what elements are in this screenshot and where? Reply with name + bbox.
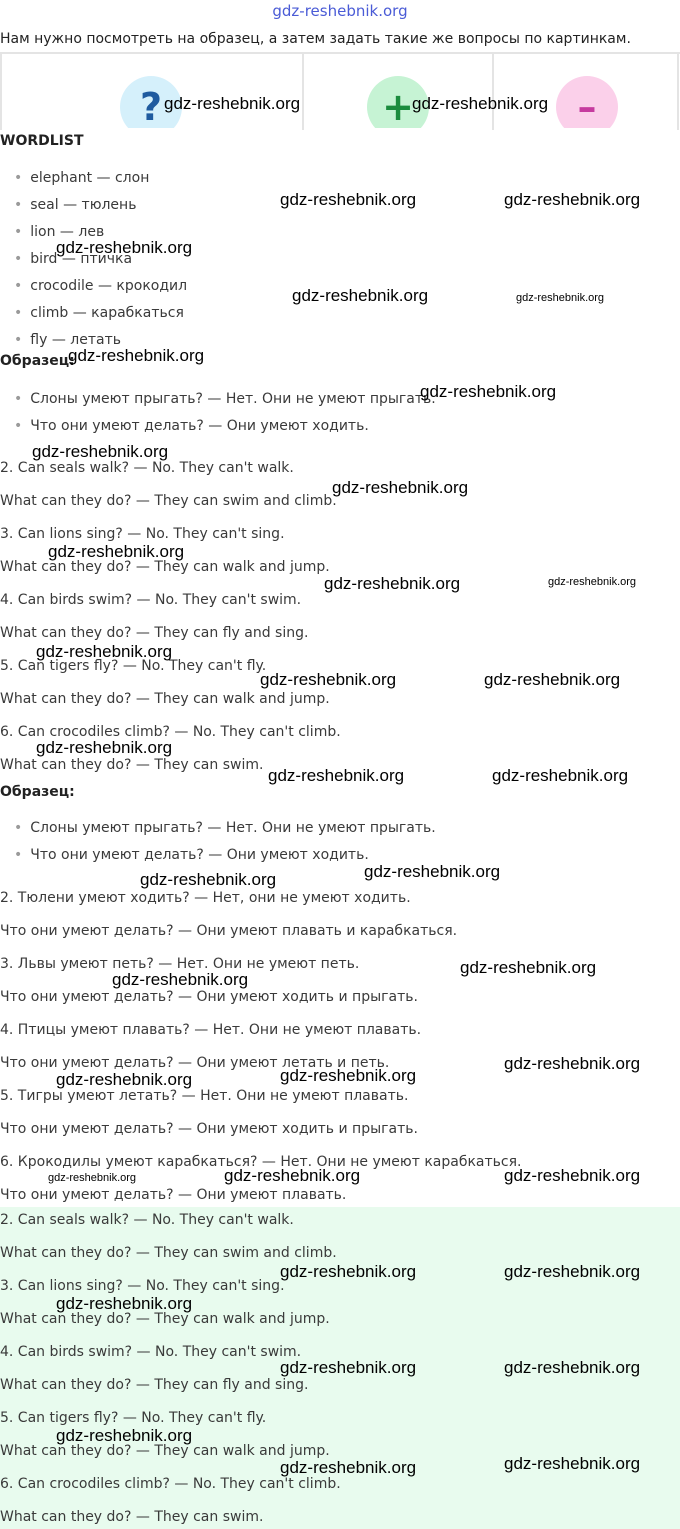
sample-title: Образец: — [0, 784, 75, 800]
answer-line: Что они умеют делать? — Они умеют плавать. — [0, 1187, 347, 1203]
watermark: gdz-reshebnik.org — [548, 576, 637, 588]
watermark: gdz-reshebnik.org — [504, 1454, 641, 1473]
answer-line: Что они умеют делать? — Они умеют плавать и карабкаться. — [0, 923, 458, 939]
answer-line: What can they do? — They can walk and jump. — [0, 691, 330, 707]
watermark: gdz-reshebnik.org — [412, 94, 549, 113]
watermark: gdz-reshebnik.org — [32, 442, 169, 461]
answer-line: 5. Тигры умеют летать? — Нет. Они не умеют плавать. — [0, 1088, 409, 1104]
watermark: gdz-reshebnik.org — [140, 870, 277, 889]
answer-line: 6. Can crocodiles climb? — No. They can't climb. — [0, 724, 341, 740]
watermark: gdz-reshebnik.org — [364, 862, 501, 881]
answer-line: 2. Тюлени умеют ходить? — Нет, они не умеют ходить. — [0, 890, 411, 906]
plus-icon: + — [367, 76, 429, 128]
watermark: gdz-reshebnik.org — [68, 346, 205, 365]
list-item: • seal — тюлень — [14, 197, 137, 213]
answer-line: 4. Can birds swim? — No. They can't swim. — [0, 1344, 302, 1360]
answer-line: 4. Птицы умеют плавать? — Нет. Они не умеют плавать. — [0, 1022, 422, 1038]
answer-line: 2. Can seals walk? — No. They can't walk. — [0, 1212, 294, 1228]
wordlist-title: WORDLIST — [0, 133, 84, 149]
watermark: gdz-reshebnik.org — [280, 1262, 417, 1281]
minus-icon: – — [556, 76, 618, 128]
watermark: gdz-reshebnik.org — [504, 1166, 641, 1185]
watermark: gdz-reshebnik.org — [280, 1066, 417, 1085]
answer-line: What can they do? — They can swim and climb. — [0, 1245, 337, 1261]
watermark: gdz-reshebnik.org — [112, 970, 249, 989]
watermark: gdz-reshebnik.org — [280, 1358, 417, 1377]
answer-line: 3. Can lions sing? — No. They can't sing. — [0, 1278, 285, 1294]
watermark: gdz-reshebnik.org — [36, 738, 173, 757]
watermark: gdz-reshebnik.org — [504, 1054, 641, 1073]
answer-line: What can they do? — They can fly and sing. — [0, 625, 309, 641]
watermark: gdz-reshebnik.org — [324, 574, 461, 593]
answer-line: 4. Can birds swim? — No. They can't swim. — [0, 592, 302, 608]
watermark: gdz-reshebnik.org — [484, 670, 621, 689]
answer-line: What can they do? — They can fly and sing. — [0, 1377, 309, 1393]
list-item: • fly — летать — [14, 332, 121, 348]
watermark: gdz-reshebnik.org — [48, 1172, 137, 1184]
list-item: • Что они умеют делать? — Они умеют ходить. — [14, 418, 369, 434]
watermark: gdz-reshebnik.org — [48, 542, 185, 561]
watermark: gdz-reshebnik.org — [492, 766, 629, 785]
watermark: gdz-reshebnik.org — [224, 1166, 361, 1185]
watermark: gdz-reshebnik.org — [56, 1294, 193, 1313]
watermark: gdz-reshebnik.org — [280, 190, 417, 209]
answer-line: 5. Can tigers fly? — No. They can't fly. — [0, 658, 267, 674]
list-item: • climb — карабкаться — [14, 305, 184, 321]
instruction-text: Нам нужно посмотреть на образец, а затем задать такие же вопросы по картинкам. — [0, 31, 631, 47]
watermark: gdz-reshebnik.org — [332, 478, 469, 497]
answer-line: What can they do? — They can walk and jump. — [0, 1311, 330, 1327]
watermark: gdz-reshebnik.org — [56, 1070, 193, 1089]
answer-line: What can they do? — They can swim. — [0, 757, 264, 773]
watermark: gdz-reshebnik.org — [56, 238, 193, 257]
list-item: • crocodile — крокодил — [14, 278, 188, 294]
answer-line: 5. Can tigers fly? — No. They can't fly. — [0, 1410, 267, 1426]
answer-line: What can they do? — They can swim and climb. — [0, 493, 337, 509]
answer-line: 6. Can crocodiles climb? — No. They can't climb. — [0, 1476, 341, 1492]
answer-line: Что они умеют делать? — Они умеют летать и петь. — [0, 1055, 390, 1071]
answer-line: What can they do? — They can walk and jump. — [0, 1443, 330, 1459]
watermark: gdz-reshebnik.org — [280, 1458, 417, 1477]
site-watermark-header: gdz-reshebnik.org — [272, 2, 408, 20]
list-item: • lion — лев — [14, 224, 105, 240]
answer-line: Что они умеют делать? — Они умеют ходить и прыгать. — [0, 989, 418, 1005]
answer-line: 3. Львы умеют петь? — Нет. Они не умеют петь. — [0, 956, 360, 972]
sample-title: Образец: — [0, 353, 75, 369]
list-item: • bird — птичка — [14, 251, 133, 267]
list-item: • Слоны умеют прыгать? — Нет. Они не умеют прыгать. — [14, 391, 436, 407]
watermark: gdz-reshebnik.org — [504, 1358, 641, 1377]
answer-line: What can they do? — They can swim. — [0, 1509, 264, 1525]
watermark: gdz-reshebnik.org — [164, 94, 301, 113]
watermark: gdz-reshebnik.org — [420, 382, 557, 401]
answer-line: 6. Крокодилы умеют карабкаться? — Нет. Они не умеют карабкаться. — [0, 1154, 522, 1170]
answer-line: 3. Can lions sing? — No. They can't sing. — [0, 526, 285, 542]
watermark: gdz-reshebnik.org — [504, 190, 641, 209]
watermark: gdz-reshebnik.org — [260, 670, 397, 689]
answer-line: 2. Can seals walk? — No. They can't walk. — [0, 460, 294, 476]
list-item: • elephant — слон — [14, 170, 150, 186]
watermark: gdz-reshebnik.org — [56, 1426, 193, 1445]
watermark: gdz-reshebnik.org — [504, 1262, 641, 1281]
watermark: gdz-reshebnik.org — [292, 286, 429, 305]
list-item: • Что они умеют делать? — Они умеют ходить. — [14, 847, 369, 863]
list-item: • Слоны умеют прыгать? — Нет. Они не умеют прыгать. — [14, 820, 436, 836]
watermark: gdz-reshebnik.org — [460, 958, 597, 977]
answer-line: What can they do? — They can walk and jump. — [0, 559, 330, 575]
watermark: gdz-reshebnik.org — [36, 642, 173, 661]
answer-line: Что они умеют делать? — Они умеют ходить и прыгать. — [0, 1121, 418, 1137]
question-icon: ? — [120, 76, 182, 128]
watermark: gdz-reshebnik.org — [268, 766, 405, 785]
watermark: gdz-reshebnik.org — [516, 292, 605, 304]
